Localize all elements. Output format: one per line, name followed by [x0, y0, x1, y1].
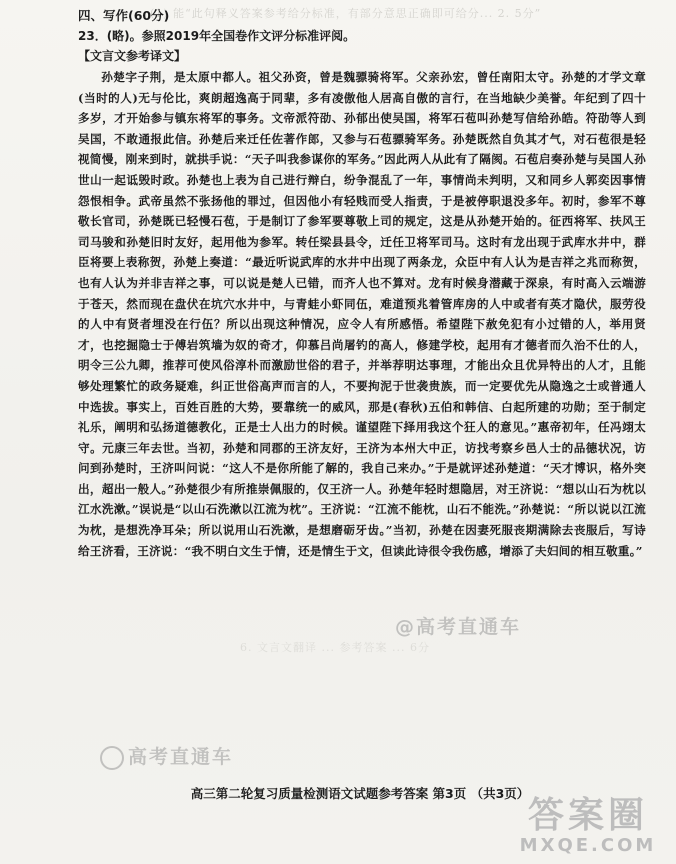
translation-body: 孙楚字子荆，是太原中都人。祖父孙资，曾是魏骠骑将军。父亲孙宏，曾任南阳太守。孙楚的才学文章(当时的人)无与伦比，爽朗超逸高于同辈，多有凌傲他人居高自傲的言行，在当地缺少美誉。年纪到了四十多岁，才开始参与镇东将军的事务。文帝派符劭、孙郁出使吴国，将军石苞叫孙楚写信给孙皓。符劭等人到吴国，不敢通报此信。孙楚后来迁任佐著作郎，又参与石苞骠骑军务。孙楚既然自负其才气，对石苞很是轻视简慢，刚来到时，就拱手说：“天子叫我参谋你的军务。”因此两人从此有了隔阂。石苞启奏孙楚与吴国人孙世山一起诋毁时政。孙楚也上表为自己进行辩白，纷争混乱了一年，事情尚未判明，又和同乡人郭奕因事情怨恨相争。武帝虽然不张扬他的罪过，但因他小有轻贱而受人指责，于是被停职退没多年。初时，参军不尊敬长官司，孙楚既已轻慢石苞，于是制订了参军要尊敬上司的规定，这是从孙楚开始的。征西将军、扶风王司马骏和孙楚旧时友好，起用他为参军。转任梁县县令，迁任卫将军司马。这时有龙出现于武库水井中，群臣将要上表称贺，孙楚上奏道：“最近听说武库的水井中出现了两条龙，众臣中有人认为是吉祥之兆而称贺，也有人认为并非吉祥之事，可以说是楚人已错，而齐人也不算对。龙有时候身潜藏于深泉，有时高入云端游于苍天，然而现在盘伏在坑穴水井中，与青蛙小虾同伍，难道预兆着管库房的人中或者有英才隐伏，服劳役的人中有贤者埋没在行伍？所以出现这种情况，应令人有所感悟。希望陛下赦免犯有小过错的人，举用贤才，也挖掘隐士于傅岩筑墙为奴的奇才，仰慕吕尚屠钓的高人，修建学校，起用有才德者而久治不仕的人，明令三公九卿，推荐可使风俗淳朴而激励世俗的君子，并举荐明达事理，才能出众且优异特出的人才，且能够处理繁忙的政务疑难，纠正世俗高声而言的人，不要拘泥于世袭贵族，而一定要优先从隐逸之士或普通人中选拔。事实上，百姓百胜的大势，要靠统一的威风，那是(春秋)五伯和韩信、白起所建的功勋；至于制定礼乐，阐明和弘扬道德教化，正是士人出力的时候。谨望陛下择用我这个狂人的意见。”惠帝初年，任冯翊太守。元康三年去世。当初，孙楚和同郡的王济友好，王济为本州大中正，访找考察乡邑人士的品德状况，访问到孙楚时，王济叫问说：“这人不是你所能了解的，我自己来办。”于是就评述孙楚道：“天才博识，格外突出，超出一般人。”孙楚很少有所推崇佩服的，仅王济一人。孙楚年轻时想隐居，对王济说：“想以山石为枕以江水洗漱。”误说是“以山石洗漱以江流为枕”。王济说：“江流不能枕，山石不能洗。”孙楚说：“所以说以江流为枕，是想洗净耳朵；所以说用山石洗漱，是想磨砺牙齿。”当初，孙楚在因妻死服丧期满除去丧服后，写诗给王济看，王济说：“我不明白文生于情，还是情生于文，但读此诗很令我伤感，增添了夫妇间的相互敬重。” — [78, 70, 646, 558]
site-logo-domain: MXQE.COM — [519, 835, 657, 856]
watermark-upper — [395, 612, 521, 639]
watermark-circle-icon — [100, 746, 124, 770]
answer-content — [78, 6, 646, 561]
question-23-line: 23．(略)。参照2019年全国卷作文评分标准评阅。 — [78, 29, 356, 43]
watermark-lower — [100, 742, 233, 770]
page-footer: 高三第二轮复习质量检测语文试题参考答案 第3页 （共3页） — [190, 786, 530, 801]
translation-tag: 【文言文参考译文】 — [78, 49, 187, 63]
site-logo-chinese: 答案圈 — [527, 795, 648, 836]
watermark-upper-text: @高考直通车 — [395, 616, 522, 638]
site-logo — [506, 796, 670, 860]
watermark-lower-text: 高考直通车 — [128, 746, 234, 768]
bleed-through-text-top: (1) 能“此句释义答案参考给分标准，有部分意思正确即可给分... 2. 5分” — [150, 7, 542, 20]
bleed-through-text-bottom: 6. 文言文翻译 ... 参考答案 ... 6分 — [240, 641, 430, 654]
section-heading: 四、写作(60分) — [78, 8, 170, 23]
